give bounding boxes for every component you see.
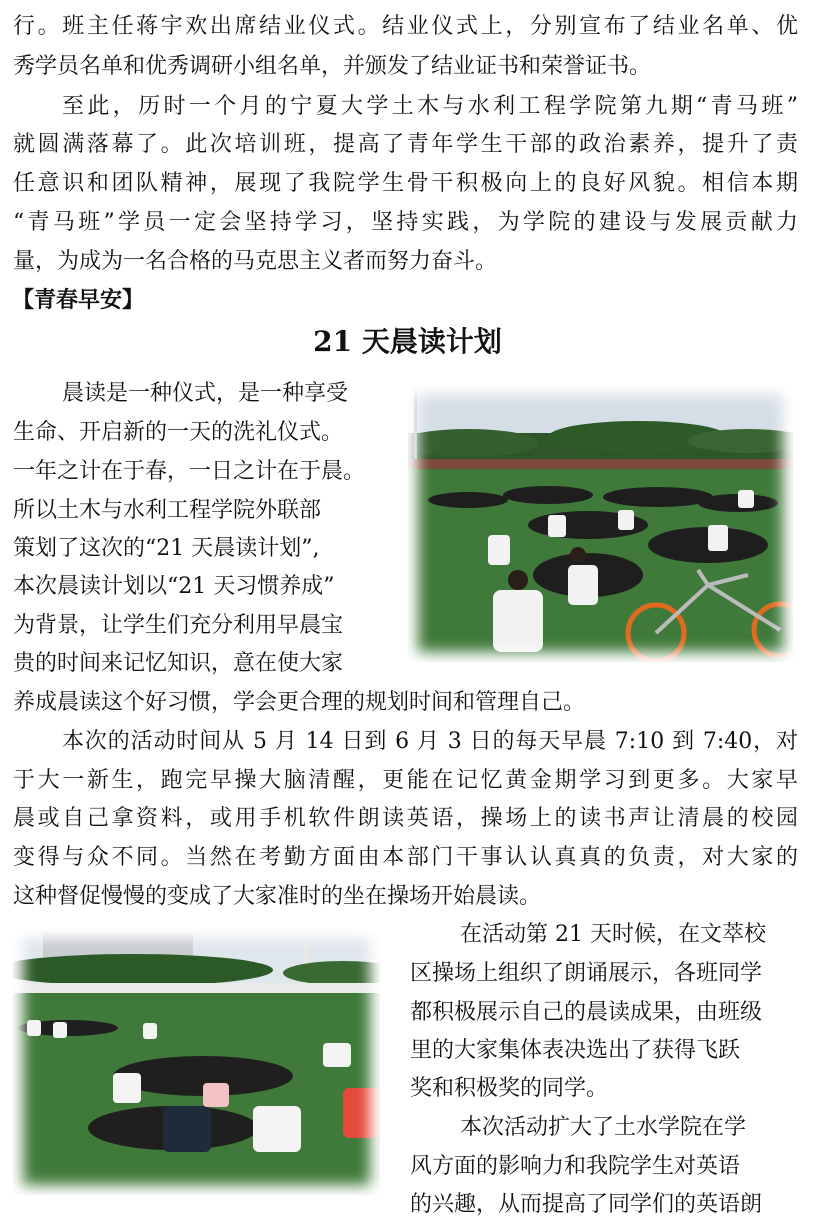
body-text-line: 晨读是一种仪式，是一种享受 xyxy=(62,381,349,406)
body-text-line: 在活动第 21 天时候，在文萃校 xyxy=(460,922,766,947)
body-text-line: 生命、开启新的一天的洗礼仪式。 xyxy=(13,420,344,445)
body-text-line: 任意识和团队精神，展现了我院学生骨干积极向上的良好风貌。相信本期 xyxy=(13,171,798,196)
body-text-line: 行。班主任蒋宇欢出席结业仪式。结业仪式上，分别宣布了结业名单、优 xyxy=(13,14,798,39)
body-text-line: 的兴趣，从而提高了同学们的英语朗 xyxy=(410,1192,763,1217)
body-text-line: 本次晨读计划以“21 天习惯养成” xyxy=(13,574,335,599)
body-text-line: 里的大家集体表决选出了获得飞跃 xyxy=(410,1038,741,1063)
body-text-line: 本次活动扩大了土水学院在学 xyxy=(460,1115,747,1140)
body-text-line: 为背景，让学生们充分利用早晨宝 xyxy=(13,613,344,638)
body-text-line: 就圆满落幕了。此次培训班，提高了青年学生干部的政治素养，提升了责 xyxy=(13,132,798,157)
recitation-display-photo xyxy=(13,928,380,1195)
section-tag: 【青春早安】 xyxy=(12,287,145,313)
body-text-line: 都积极展示自己的晨读成果，由班级 xyxy=(410,1000,763,1025)
body-text-line: 风方面的影响力和我院学生对英语 xyxy=(410,1154,741,1179)
body-text-line: 所以土木与水利工程学院外联部 xyxy=(13,498,322,523)
body-text-line: 一年之计在于春，一日之计在于晨。 xyxy=(13,459,366,484)
body-text-line: 贵的时间来记忆知识，意在使大家 xyxy=(13,651,344,676)
body-text-line: 区操场上组织了朗诵展示，各班同学 xyxy=(410,961,763,986)
body-text-line: 奖和积极奖的同学。 xyxy=(410,1076,609,1101)
body-text-line: 至此，历时一个月的宁夏大学土木与水利工程学院第九期“青马班” xyxy=(62,94,798,119)
body-text-line: 本次的活动时间从 5 月 14 日到 6 月 3 日的每天早晨 7:10 到 7:40，对 xyxy=(62,729,798,754)
body-text-line: 这种督促慢慢的变成了大家准时的坐在操场开始晨读。 xyxy=(13,884,542,909)
body-text-line: 量，为成为一名合格的马克思主义者而努力奋斗。 xyxy=(13,249,498,274)
body-text-line: 变得与众不同。当然在考勤方面由本部门干事认认真真的负责，对大家的 xyxy=(13,845,798,870)
body-text-line: 于大一新生，跑完早操大脑清醒，更能在记忆黄金期学习到更多。大家早 xyxy=(13,768,798,793)
body-text-line: “青马班”学员一定会坚持学习，坚持实践，为学院的建设与发展贡献力 xyxy=(13,210,798,235)
body-text-line: 养成晨读这个好习惯，学会更合理的规划时间和管理自己。 xyxy=(13,690,586,715)
morning-reading-photo-field xyxy=(408,385,793,662)
article-title: 21 天晨读计划 xyxy=(313,325,502,358)
body-text-line: 策划了这次的“21 天晨读计划”, xyxy=(13,536,320,561)
body-text-line: 秀学员名单和优秀调研小组名单，并颁发了结业证书和荣誉证书。 xyxy=(13,54,652,79)
body-text-line: 晨或自己拿资料，或用手机软件朗读英语，操场上的读书声让清晨的校园 xyxy=(13,806,798,831)
